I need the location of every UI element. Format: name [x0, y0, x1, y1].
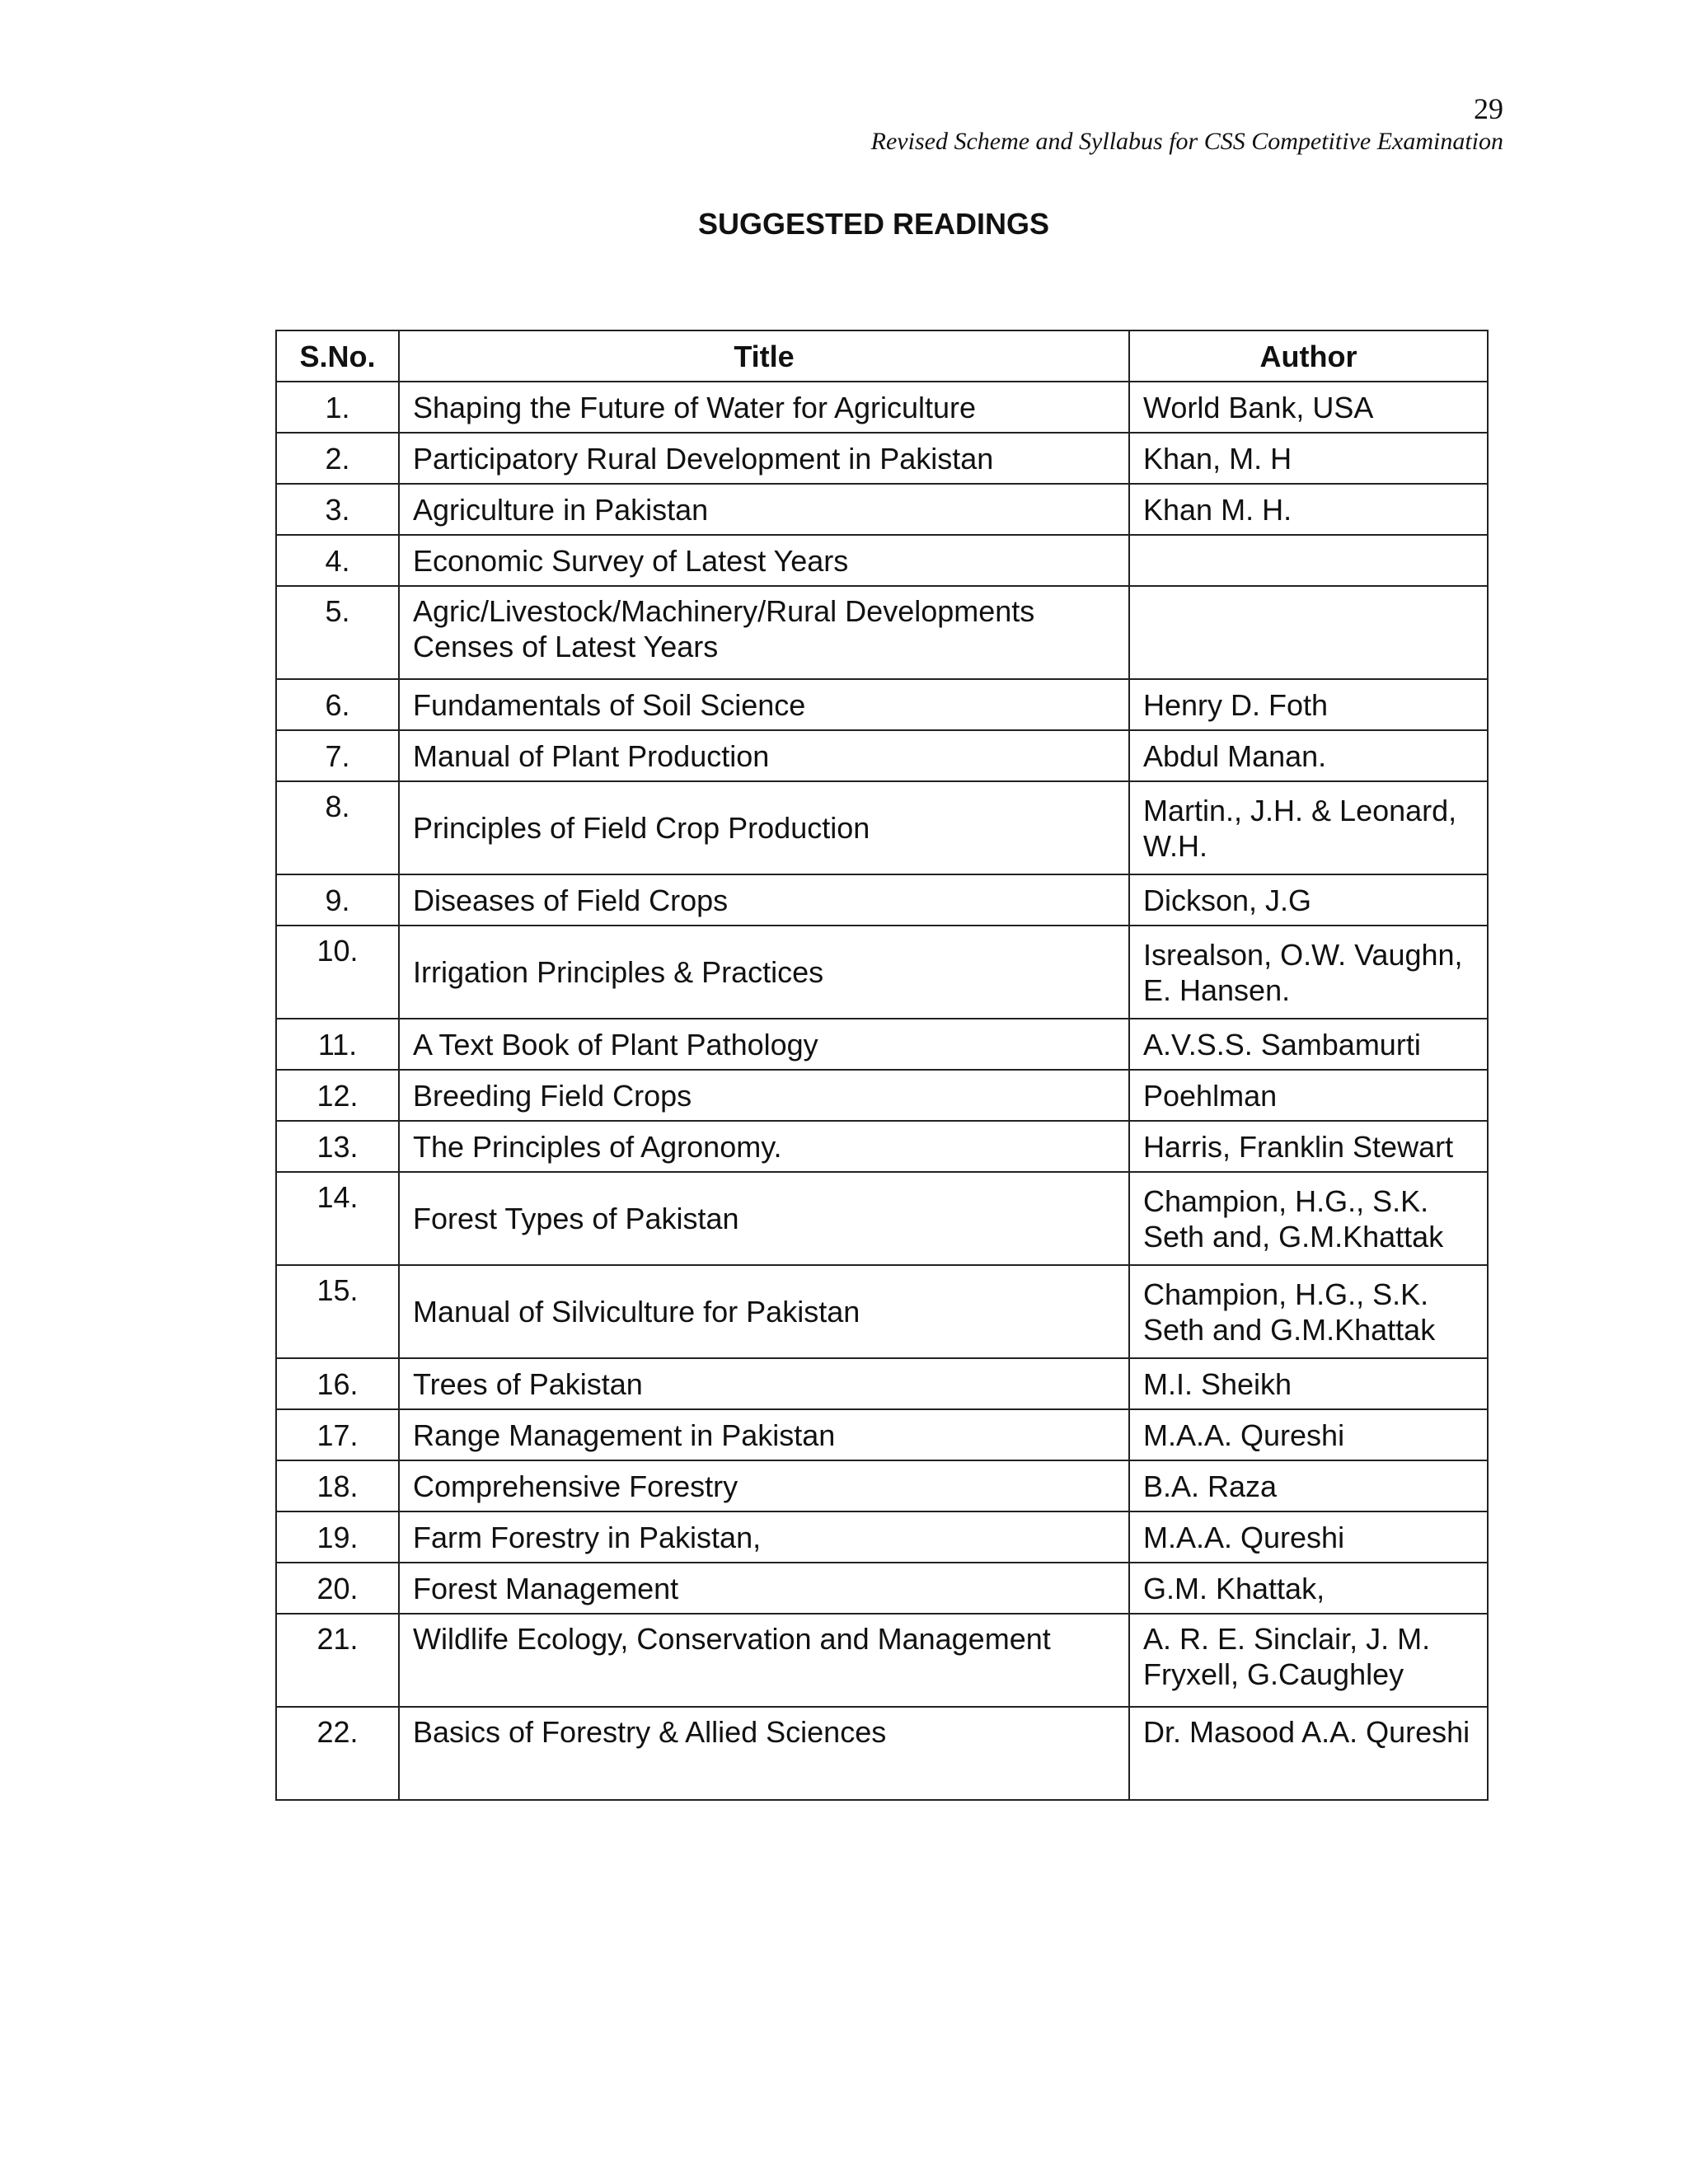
row-title: The Principles of Agronomy.: [399, 1121, 1129, 1172]
table-row: [276, 1614, 1488, 1707]
row-author: G.M. Khattak,: [1129, 1563, 1488, 1614]
table-row: [276, 1172, 1488, 1265]
row-author: M.A.A. Qureshi: [1129, 1511, 1488, 1563]
row-author: A. R. E. Sinclair, J. M. Fryxell, G.Caughley: [1129, 1614, 1488, 1707]
table-row: [276, 730, 1488, 781]
column-header-author: Author: [1129, 330, 1488, 382]
row-author: A.V.S.S. Sambamurti: [1129, 1019, 1488, 1070]
row-sno: 18.: [276, 1460, 399, 1511]
row-sno: 20.: [276, 1563, 399, 1614]
table-row: [276, 1707, 1488, 1800]
running-header: Revised Scheme and Syllabus for CSS Competitive Examination: [870, 128, 1503, 155]
row-sno: 4.: [276, 535, 399, 586]
table-row: [276, 1070, 1488, 1121]
table-row: [276, 1563, 1488, 1614]
row-author: Dickson, J.G: [1129, 874, 1488, 926]
row-sno: 2.: [276, 433, 399, 484]
row-sno: 14.: [276, 1172, 399, 1265]
row-sno: 19.: [276, 1511, 399, 1563]
row-author: Martin., J.H. & Leonard, W.H.: [1129, 781, 1488, 874]
row-sno: 17.: [276, 1409, 399, 1460]
row-author: B.A. Raza: [1129, 1460, 1488, 1511]
table-row: [276, 535, 1488, 586]
row-title: Shaping the Future of Water for Agriculture: [399, 382, 1129, 433]
row-author: Harris, Franklin Stewart: [1129, 1121, 1488, 1172]
row-title: Principles of Field Crop Production: [399, 781, 1129, 874]
row-sno: 7.: [276, 730, 399, 781]
row-title: Agriculture in Pakistan: [399, 484, 1129, 535]
page-number: 29: [1474, 92, 1503, 125]
row-title: Agric/Livestock/Machinery/Rural Developments Censes of Latest Years: [399, 586, 1129, 679]
row-title: Comprehensive Forestry: [399, 1460, 1129, 1511]
row-title: Manual of Silviculture for Pakistan: [399, 1265, 1129, 1358]
row-sno: 3.: [276, 484, 399, 535]
table-row: [276, 874, 1488, 926]
row-title: Range Management in Pakistan: [399, 1409, 1129, 1460]
table-row: [276, 1265, 1488, 1358]
row-title: Forest Management: [399, 1563, 1129, 1614]
table-row: [276, 1460, 1488, 1511]
table-row: [276, 781, 1488, 874]
row-author: [1129, 535, 1488, 586]
section-title: SUGGESTED READINGS: [697, 207, 1050, 241]
row-title: Irrigation Principles & Practices: [399, 926, 1129, 1019]
table-row: [276, 484, 1488, 535]
row-title: Breeding Field Crops: [399, 1070, 1129, 1121]
table-row: [276, 1121, 1488, 1172]
column-header-title: Title: [399, 330, 1129, 382]
row-title: Diseases of Field Crops: [399, 874, 1129, 926]
row-author: Champion, H.G., S.K. Seth and, G.M.Khattak: [1129, 1172, 1488, 1265]
row-author: Khan M. H.: [1129, 484, 1488, 535]
row-title: Trees of Pakistan: [399, 1358, 1129, 1409]
table-row: [276, 433, 1488, 484]
row-title: Farm Forestry in Pakistan,: [399, 1511, 1129, 1563]
row-author: M.I. Sheikh: [1129, 1358, 1488, 1409]
row-author: Poehlman: [1129, 1070, 1488, 1121]
row-author: Abdul Manan.: [1129, 730, 1488, 781]
row-title: Wildlife Ecology, Conservation and Management: [399, 1614, 1129, 1707]
row-sno: 9.: [276, 874, 399, 926]
table-header-row: [276, 330, 1488, 382]
row-author: World Bank, USA: [1129, 382, 1488, 433]
row-sno: 16.: [276, 1358, 399, 1409]
suggested-readings-table: [275, 330, 1489, 1801]
row-title: Economic Survey of Latest Years: [399, 535, 1129, 586]
row-title: Manual of Plant Production: [399, 730, 1129, 781]
row-sno: 13.: [276, 1121, 399, 1172]
row-sno: 21.: [276, 1614, 399, 1707]
table-row: [276, 926, 1488, 1019]
table-row: [276, 586, 1488, 679]
row-author: Isrealson, O.W. Vaughn, E. Hansen.: [1129, 926, 1488, 1019]
column-header-sno: S.No.: [276, 330, 399, 382]
table-row: [276, 382, 1488, 433]
row-author: [1129, 586, 1488, 679]
row-sno: 1.: [276, 382, 399, 433]
row-sno: 15.: [276, 1265, 399, 1358]
row-title: Fundamentals of Soil Science: [399, 679, 1129, 730]
row-author: M.A.A. Qureshi: [1129, 1409, 1488, 1460]
row-title: A Text Book of Plant Pathology: [399, 1019, 1129, 1070]
row-sno: 5.: [276, 586, 399, 679]
row-sno: 12.: [276, 1070, 399, 1121]
row-author: Dr. Masood A.A. Qureshi: [1129, 1707, 1488, 1800]
row-title: Forest Types of Pakistan: [399, 1172, 1129, 1265]
row-author: Champion, H.G., S.K. Seth and G.M.Khattak: [1129, 1265, 1488, 1358]
row-author: Henry D. Foth: [1129, 679, 1488, 730]
table-row: [276, 679, 1488, 730]
row-title: Participatory Rural Development in Pakistan: [399, 433, 1129, 484]
table-row: [276, 1409, 1488, 1460]
row-title: Basics of Forestry & Allied Sciences: [399, 1707, 1129, 1800]
row-sno: 10.: [276, 926, 399, 1019]
row-sno: 11.: [276, 1019, 399, 1070]
table-row: [276, 1019, 1488, 1070]
row-sno: 8.: [276, 781, 399, 874]
table-row: [276, 1358, 1488, 1409]
row-sno: 6.: [276, 679, 399, 730]
table-row: [276, 1511, 1488, 1563]
row-author: Khan, M. H: [1129, 433, 1488, 484]
row-sno: 22.: [276, 1707, 399, 1800]
